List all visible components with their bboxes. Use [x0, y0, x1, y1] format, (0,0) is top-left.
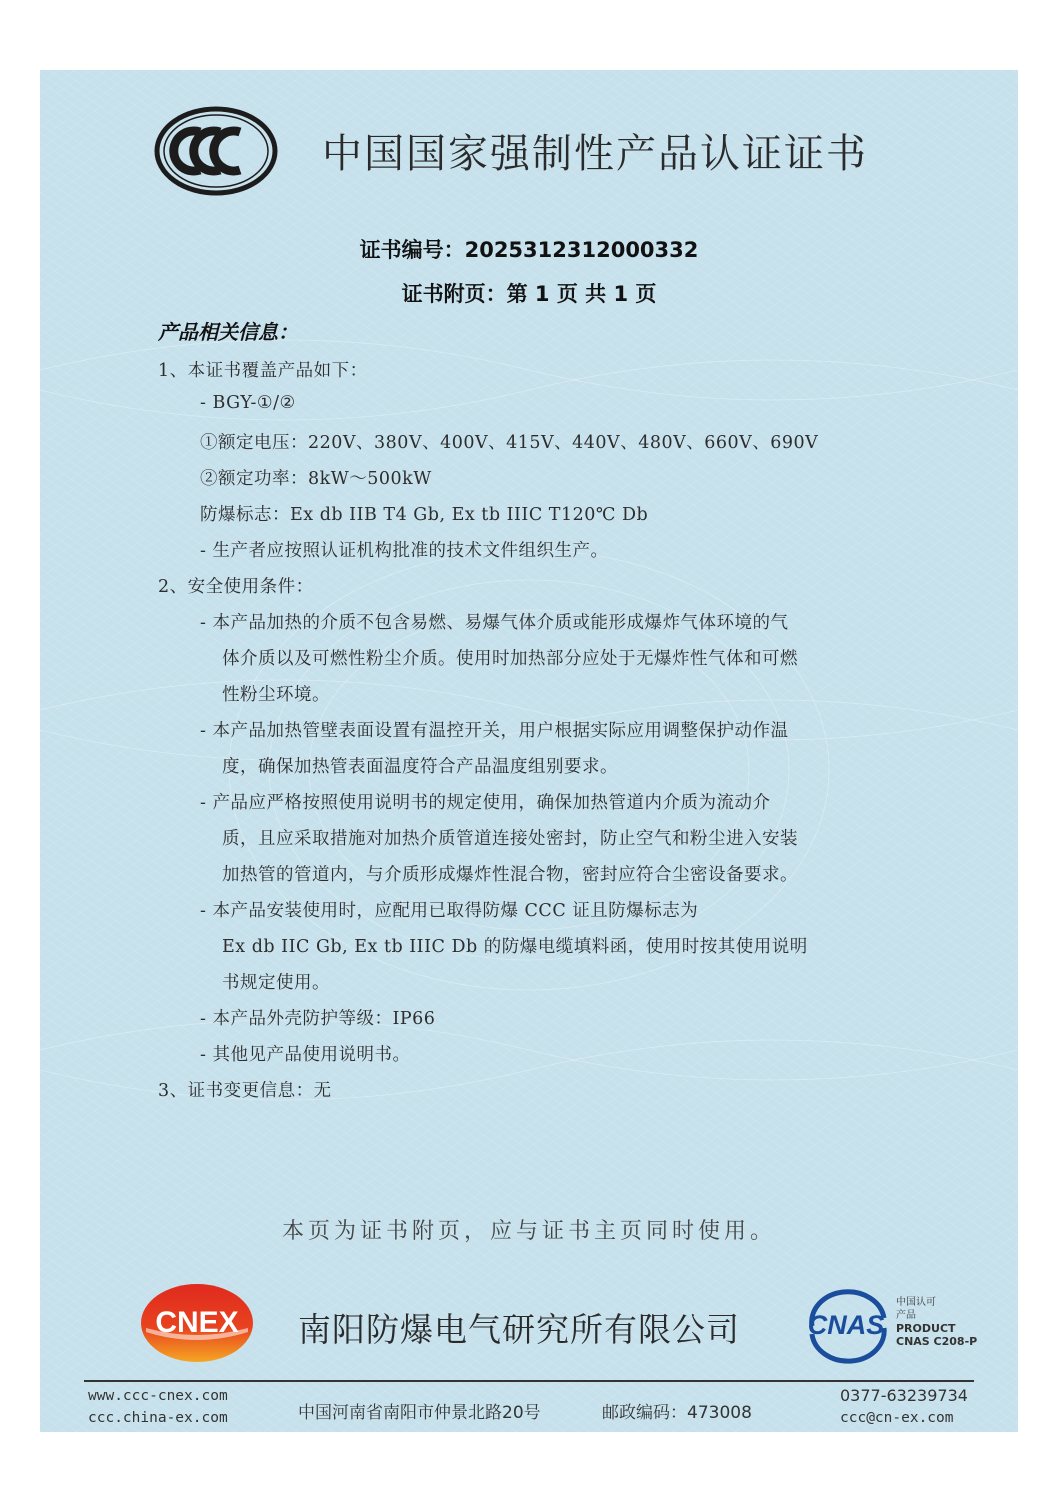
- company-name: 南阳防爆电气研究所有限公司: [298, 1310, 740, 1349]
- cnex-logo-text: CNEX: [155, 1306, 239, 1339]
- condition-4-line-3: 书规定使用。: [222, 973, 330, 993]
- explosion-proof-marking: 防爆标志：Ex db IIB T4 Gb, Ex tb IIIC T120℃ Db: [200, 505, 649, 525]
- footer-divider: [84, 1380, 974, 1382]
- section-1-title: 1、本证书覆盖产品如下：: [158, 361, 368, 381]
- condition-1-line-3: 性粉尘环境。: [222, 685, 330, 705]
- condition-3-line-1: - 产品应严格按照使用说明书的规定使用，确保加热管道内介质为流动介: [200, 793, 771, 813]
- cnas-logo-icon: [798, 1288, 898, 1364]
- product-info-heading: 产品相关信息：: [158, 320, 298, 344]
- condition-1-line-1: - 本产品加热的介质不包含易燃、易爆气体介质或能形成爆炸气体环境的气: [200, 613, 789, 633]
- condition-2-line-1: - 本产品加热管壁表面设置有温控开关，用户根据实际应用调整保护动作温: [200, 721, 789, 741]
- condition-4-line-1: - 本产品安装使用时，应配用已取得防爆 CCC 证且防爆标志为: [200, 901, 699, 921]
- website-2: ccc.china-ex.com: [88, 1410, 228, 1426]
- production-requirement: - 生产者应按照认证机构批准的技术文件组织生产。: [200, 541, 609, 561]
- certificate-number: 证书编号：2025312312000332: [359, 238, 699, 262]
- rated-voltage: ①额定电压：220V、380V、400V、415V、440V、480V、660V、690V: [200, 433, 819, 453]
- section-3-change-info: 3、证书变更信息：无: [158, 1081, 332, 1101]
- website-1: www.ccc-cnex.com: [88, 1388, 228, 1404]
- product-model: - BGY-①/②: [200, 393, 296, 413]
- other-instructions: - 其他见产品使用说明书。: [200, 1045, 411, 1065]
- condition-1-line-2: 体介质以及可燃性粉尘介质。使用时加热部分应处于无爆炸性气体和可燃: [222, 649, 798, 669]
- cnex-logo-icon: [138, 1282, 256, 1364]
- condition-3-line-3: 加热管的管道内，与介质形成爆炸性混合物，密封应符合尘密设备要求。: [222, 865, 798, 885]
- cnas-side-line-1: 中国认可: [896, 1297, 936, 1308]
- email-address: ccc@cn-ex.com: [840, 1410, 954, 1426]
- cnas-logo-text: CNAS: [807, 1310, 885, 1340]
- attachment-page-note: 本页为证书附页，应与证书主页同时使用。: [281, 1219, 776, 1244]
- certificate-page-indicator: 证书附页：第 1 页 共 1 页: [401, 282, 657, 306]
- phone-number: 0377-63239734: [840, 1386, 968, 1405]
- cnas-side-line-4: CNAS C208-P: [896, 1335, 978, 1348]
- cnas-side-line-3: PRODUCT: [896, 1322, 956, 1335]
- certificate-title: 中国国家强制性产品认证证书: [322, 131, 868, 177]
- rated-power: ②额定功率：8kW～500kW: [200, 469, 432, 489]
- enclosure-protection-level: - 本产品外壳防护等级：IP66: [200, 1009, 436, 1029]
- cnas-side-line-2: 产品: [896, 1310, 916, 1321]
- company-address: 中国河南省南阳市仲景北路20号: [298, 1403, 541, 1423]
- condition-2-line-2: 度，确保加热管表面温度符合产品温度组别要求。: [222, 757, 618, 777]
- condition-4-line-2: Ex db IIC Gb, Ex tb IIIC Db 的防爆电缆填料函，使用时按其使用说明: [222, 937, 808, 957]
- ccc-logo-icon: [154, 106, 278, 196]
- condition-3-line-2: 质，且应采取措施对加热介质管道连接处密封，防止空气和粉尘进入安装: [222, 829, 798, 849]
- certificate-sheet: [40, 70, 1018, 1432]
- section-2-title: 2、安全使用条件：: [158, 577, 314, 597]
- postal-code: 邮政编码：473008: [602, 1403, 752, 1423]
- cnas-accreditation-label: [896, 1296, 1006, 1348]
